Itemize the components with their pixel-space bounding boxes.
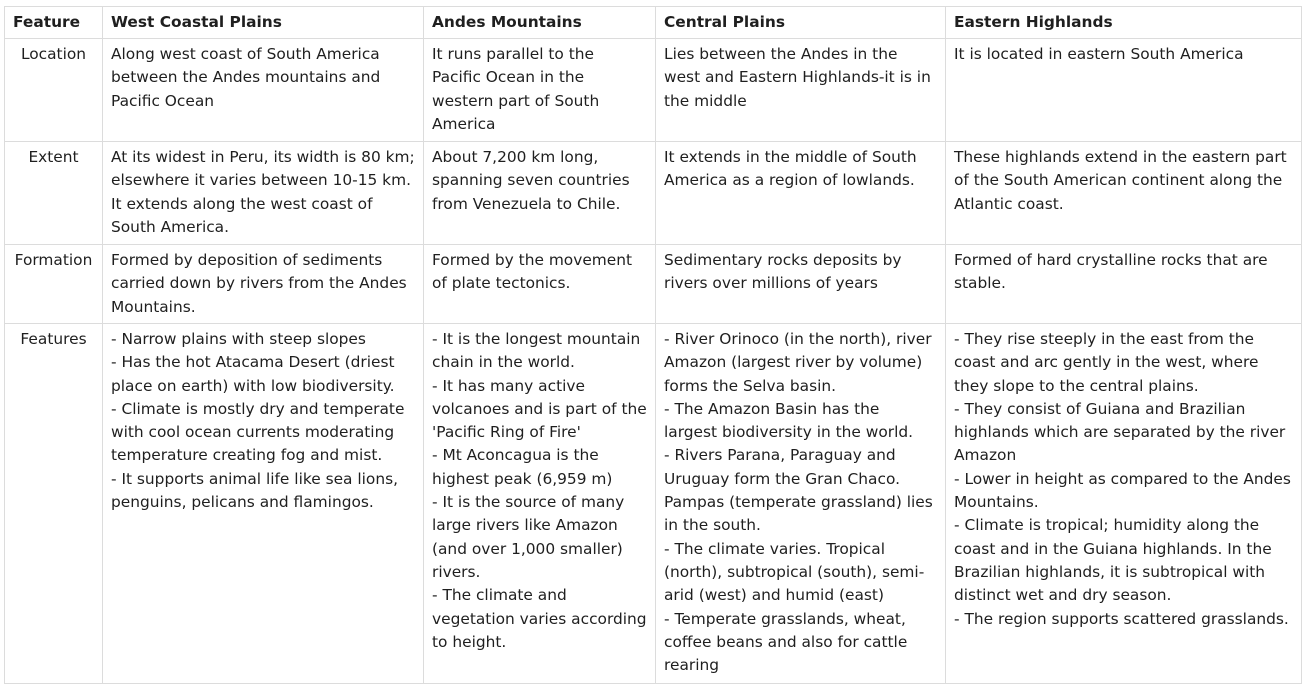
table-header-row: [5, 7, 1302, 39]
table-row: [5, 39, 1302, 142]
row-label-formation: Formation: [5, 245, 103, 324]
table-cell: It extends in the middle of South America as a region of lowlands.: [656, 142, 946, 245]
row-label-features: Features: [5, 324, 103, 684]
comparison-table: [4, 6, 1302, 684]
table-cell: It runs parallel to the Pacific Ocean in the western part of South America: [424, 39, 656, 142]
table-cell: About 7,200 km long, spanning seven countries from Venezuela to Chile.: [424, 142, 656, 245]
table-cell: Formed of hard crystalline rocks that are stable.: [946, 245, 1302, 324]
table-cell: At its widest in Peru, its width is 80 km; elsewhere it varies between 10-15 km. It extends along the west coast of South America.: [103, 142, 424, 245]
table-cell: It is located in eastern South America: [946, 39, 1302, 142]
table-cell: - They rise steeply in the east from the coast and arc gently in the west, where they slope to the central plains. - They consist of Guiana and Brazilian highlands which are separated by the river Amazon - Lower in height as compared to the Andes Mountains. - Climate is tropical; humidity along the coast and in the Guiana highlands. In the Brazilian highlands, it is subtropical with distinct wet and dry season. - The region supports scattered grasslands.: [946, 324, 1302, 684]
table-cell: Along west coast of South America between the Andes mountains and Pacific Ocean: [103, 39, 424, 142]
table-cell: - Narrow plains with steep slopes - Has the hot Atacama Desert (driest place on earth) with low biodiversity. - Climate is mostly dry and temperate with cool ocean currents moderating temperature creating fog and mist. - It supports animal life like sea lions, penguins, pelicans and flamingos.: [103, 324, 424, 684]
header-andes-mountains: Andes Mountains: [424, 7, 656, 39]
row-label-location: Location: [5, 39, 103, 142]
table-cell: - It is the longest mountain chain in the world. - It has many active volcanoes and is part of the 'Pacific Ring of Fire' - Mt Aconcagua is the highest peak (6,959 m) - It is the source of many large rivers like Amazon (and over 1,000 smaller) rivers. - The climate and vegetation varies according to height.: [424, 324, 656, 684]
table-row: [5, 324, 1302, 684]
table-row: [5, 245, 1302, 324]
table-cell: Lies between the Andes in the west and Eastern Highlands-it is in the middle: [656, 39, 946, 142]
table-cell: Formed by deposition of sediments carried down by rivers from the Andes Mountains.: [103, 245, 424, 324]
table-row: [5, 142, 1302, 245]
header-feature: Feature: [5, 7, 103, 39]
header-central-plains: Central Plains: [656, 7, 946, 39]
table-cell: Sedimentary rocks deposits by rivers over millions of years: [656, 245, 946, 324]
table-cell: Formed by the movement of plate tectonics.: [424, 245, 656, 324]
row-label-extent: Extent: [5, 142, 103, 245]
header-west-coastal-plains: West Coastal Plains: [103, 7, 424, 39]
table-cell: - River Orinoco (in the north), river Amazon (largest river by volume) forms the Selva basin. - The Amazon Basin has the largest biodiversity in the world. - Rivers Parana, Paraguay and Uruguay form the Gran Chaco. Pampas (temperate grassland) lies in the south. - The climate varies. Tropical (north), subtropical (south), semi-arid (west) and humid (east) - Temperate grasslands, wheat, coffee beans and also for cattle rearing: [656, 324, 946, 684]
table-cell: These highlands extend in the eastern part of the South American continent along the Atlantic coast.: [946, 142, 1302, 245]
header-eastern-highlands: Eastern Highlands: [946, 7, 1302, 39]
